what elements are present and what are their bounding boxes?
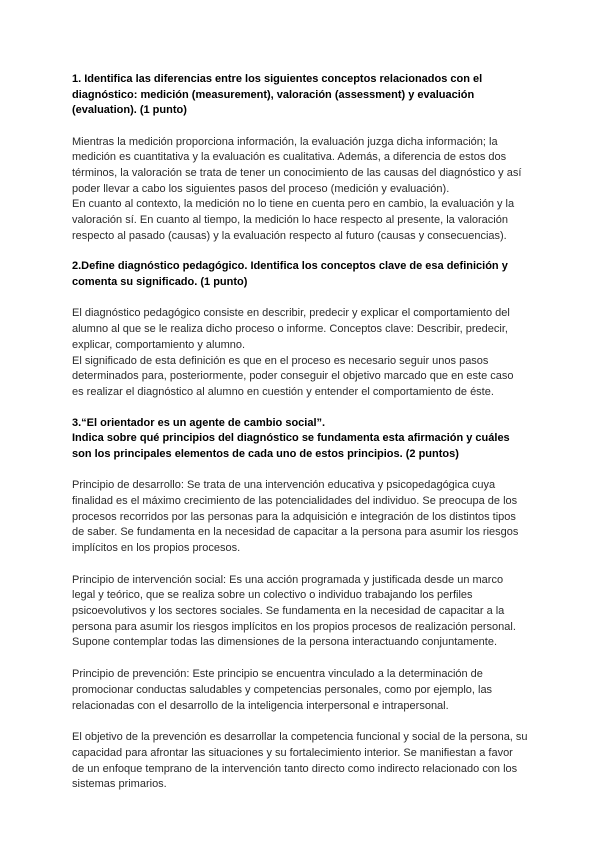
principle-social-intervention-paragraph: Principio de intervención social: Es una acción programada y justificada desde un marco legal y teórico, que se realiza sobre un colectivo o individuo trabajando los perfiles psicoevolutivos y los sectores sociales. Se fundamenta en la necesidad de capacitar a la persona para asumir los riesgos implícitos en los propios procesos de realización personal. Supone contemplar todas las dimensiones de la persona interactuando conjuntamente. [72, 573, 516, 649]
question-3-heading-line-1: 3.“El orientador es un agente de cambio social”. [72, 416, 326, 429]
document-page [72, 72, 528, 793]
question-3-heading-line-2: Indica sobre qué principios del diagnóstico se fundamenta esta afirmación y cuáles son los principales elementos de cada uno de estos principios. (2 puntos) [72, 432, 510, 460]
principle-development-paragraph: Principio de desarrollo: Se trata de una intervención educativa y psicopedagógica cuya finalidad es el máximo crecimiento de las potencialidades del individuo. Se preocupa de los procesos recorridos por las personas para la adquisición e integración de los distintos tipos de saber. Se fundamenta en la necesidad de capacitar a la persona para asumir los riesgos implícitos en los propios procesos. [72, 479, 519, 554]
question-2-heading: 2.Define diagnóstico pedagógico. Identifica los conceptos clave de esa definición y comenta su significado. (1 punto) [72, 260, 508, 288]
question-1-heading: 1. Identifica las diferencias entre los siguientes conceptos relacionados con el diagnóstico: medición (measurement), valoración (assessment) y evaluación (evaluation). (1 punto) [72, 73, 483, 116]
question-1-answer-paragraph-1: Mientras la medición proporciona información, la evaluación juzga dicha información; la medición es cuantitativa y la evaluación es cualitativa. Además, a diferencia de estos dos términos, la valoración se trata de tener un conocimiento de las causas del diagnóstico y así poder llevar a cabo los siguientes pasos del proceso (medición y evaluación). [72, 135, 522, 195]
question-2-answer-paragraph-1: El diagnóstico pedagógico consiste en describir, predecir y explicar el comportamiento del alumno al que se le realiza dicho proceso o informe. Conceptos clave: Describir, predecir, explicar, comportamiento y alumno. [72, 307, 510, 351]
question-1-answer-paragraph-2: En cuanto al contexto, la medición no lo tiene en cuenta pero en cambio, la evaluación y la valoración sí. En cuanto al tiempo, la medición lo hace respecto al presente, la valoración respecto al pasado (causas) y la evaluación respecto al futuro (causas y consecuencias). [72, 198, 515, 242]
question-2-answer-paragraph-2: El significado de esta definición es que en el proceso es necesario seguir unos pasos determinados para, posteriormente, poder conseguir el objetivo marcado que en este caso es realizar el diagnóstico al alumno en cuestión y entender el comportamiento de éste. [72, 354, 514, 398]
prevention-objective-paragraph: El objetivo de la prevención es desarrollar la competencia funcional y social de la persona, su capacidad para afrontar las situaciones y su fortalecimiento interior. Se manifiestan a favor de un enfoque temprano de la intervención tanto directo como indirecto relacionado con los sistemas primarios. [72, 731, 528, 791]
principle-prevention-paragraph: Principio de prevención: Este principio se encuentra vinculado a la determinación de promocionar conductas saludables y competencias personales, como por ejemplo, las relacionadas con el desarrollo de la inteligencia interpersonal e intrapersonal. [72, 668, 493, 712]
